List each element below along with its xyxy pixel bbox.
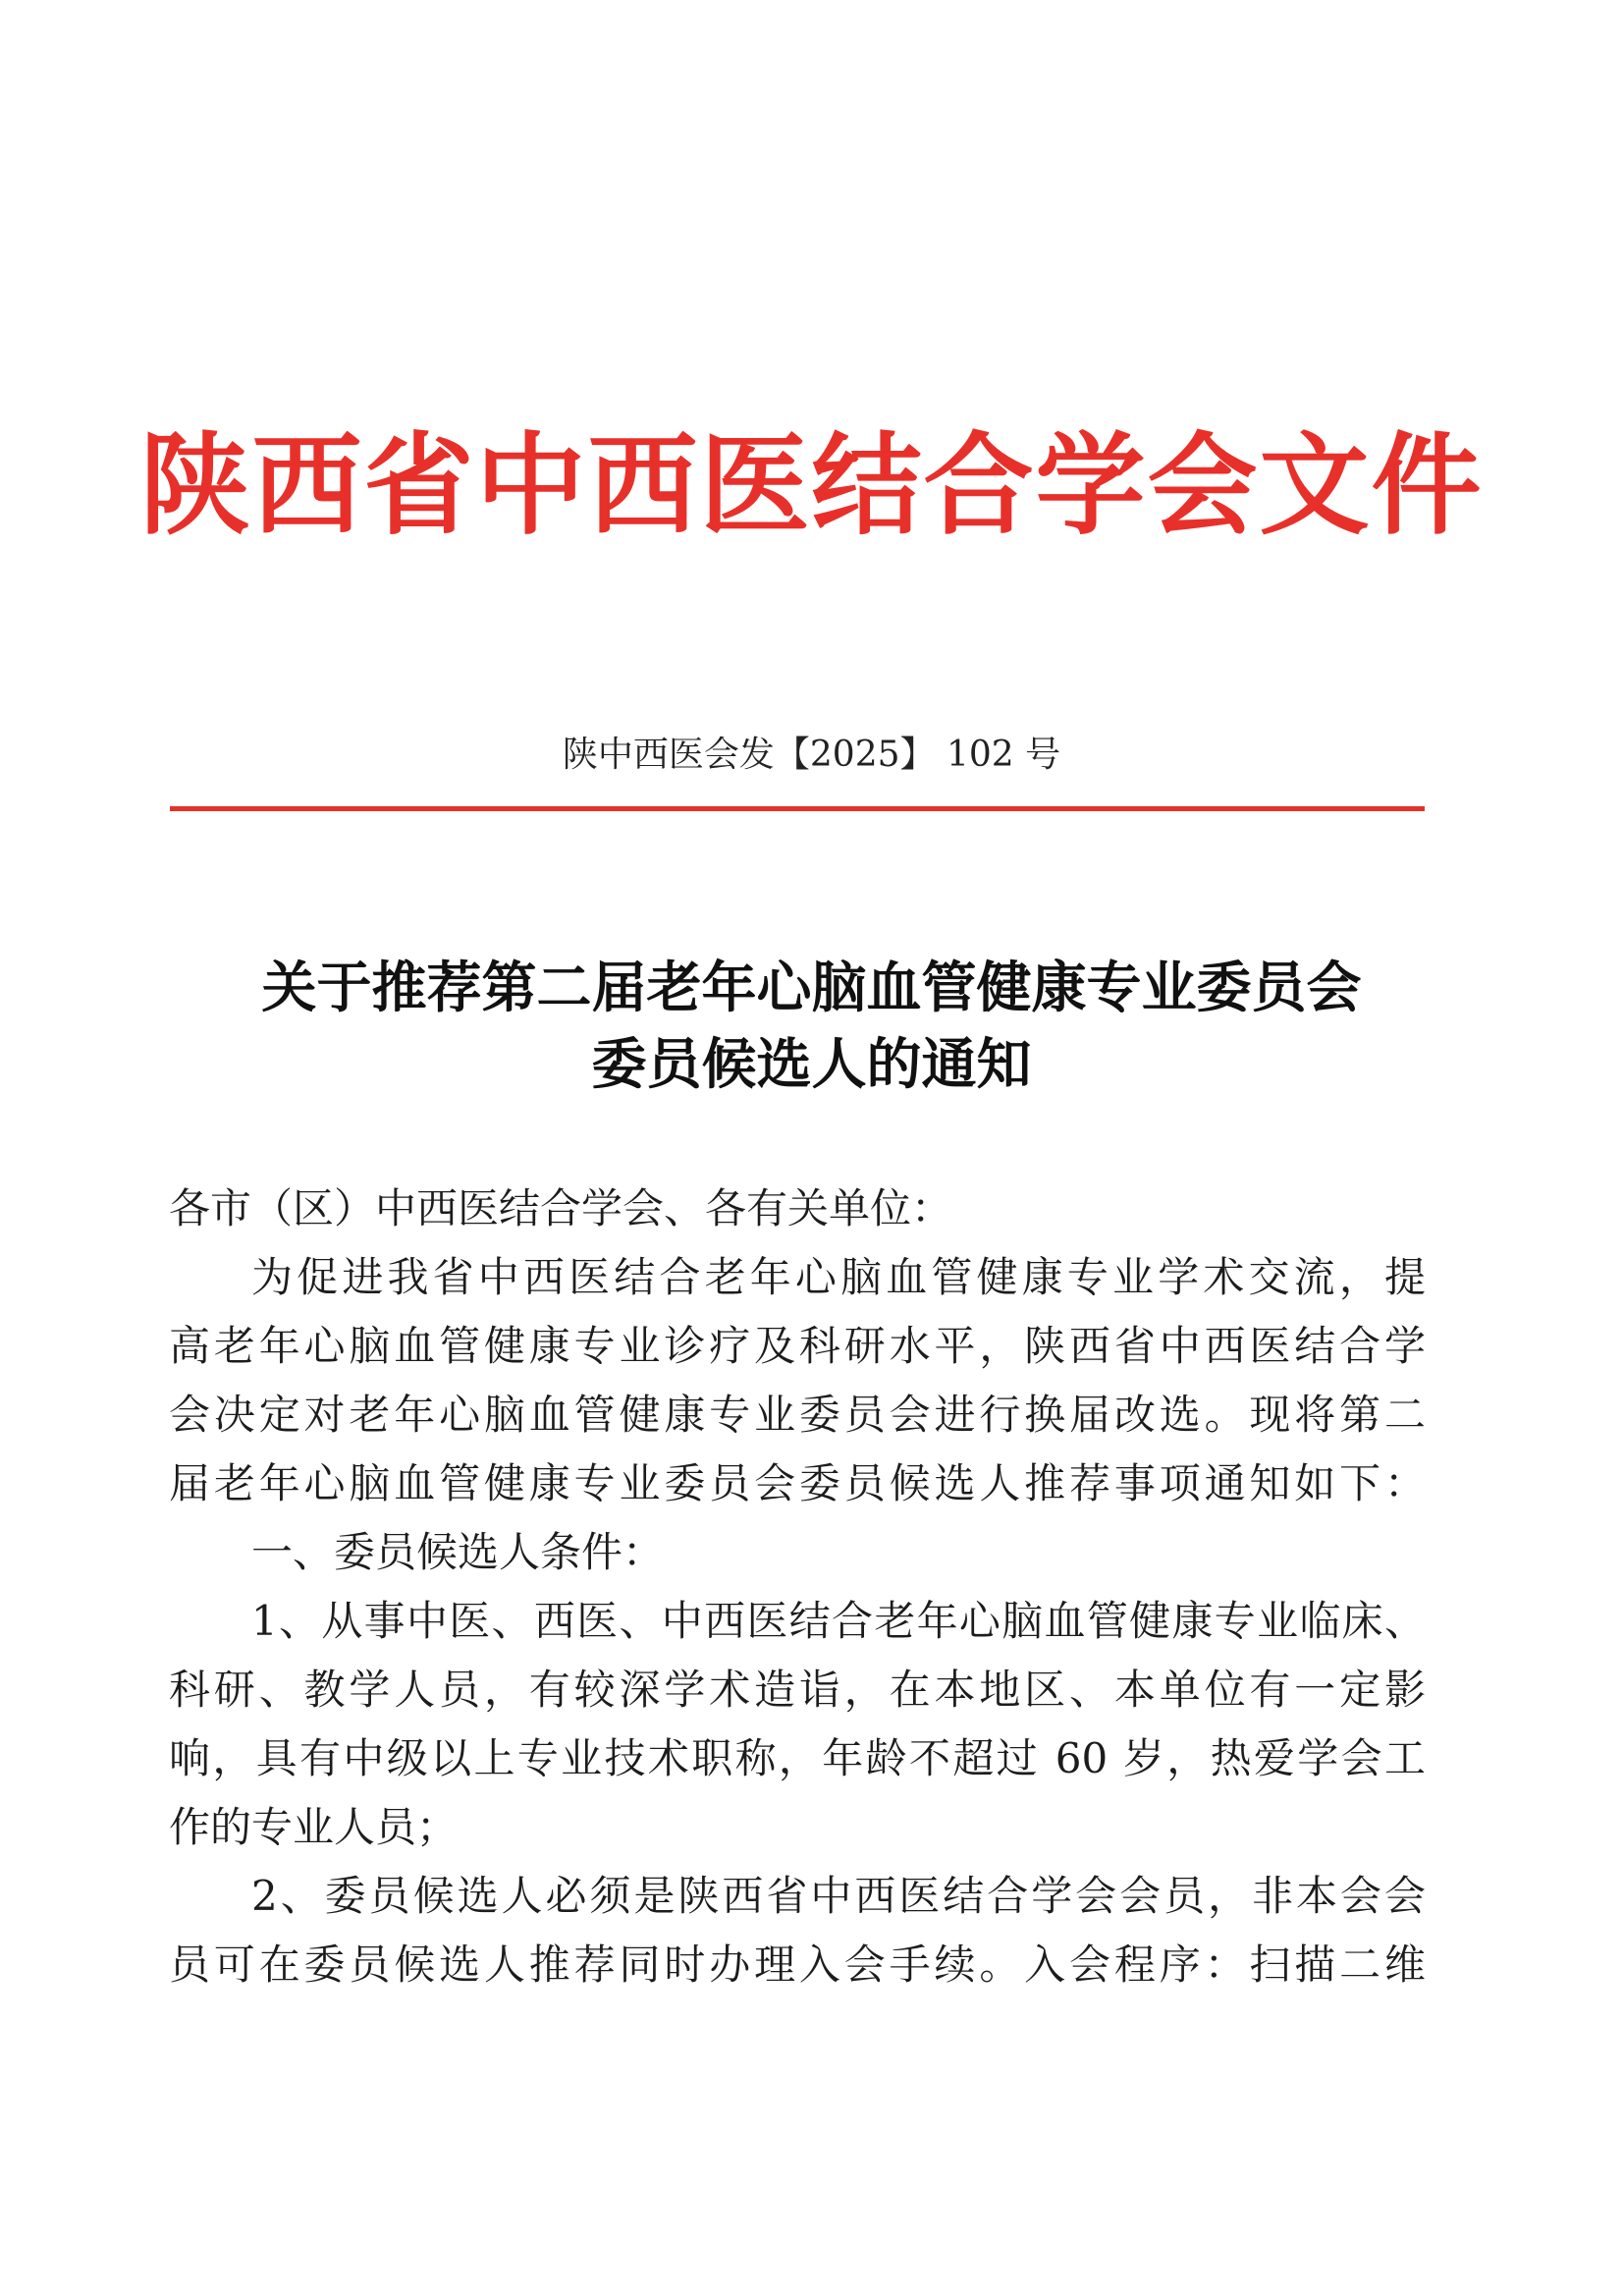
paragraph-1-line: 届老年心脑血管健康专业委员会委员候选人推荐事项通知如下： — [169, 1459, 1426, 1507]
item-2-line: 2、委员候选人必须是陕西省中西医结合学会会员，非本会会 — [251, 1872, 1426, 1920]
salutation: 各市（区）中西医结合学会、各有关单位： — [169, 1184, 953, 1232]
org-file-title: 陕西省中西医结合学会文件 — [139, 421, 1484, 550]
paragraph-1-line: 会决定对老年心脑血管健康专业委员会进行换届改选。现将第二 — [169, 1391, 1426, 1439]
paragraph-1-line: 高老年心脑血管健康专业诊疗及科研水平，陕西省中西医结合学 — [169, 1322, 1426, 1370]
paragraph-1-line: 为促进我省中西医结合老年心脑血管健康专业学术交流，提 — [251, 1253, 1426, 1301]
section-1-heading: 一、委员候选人条件： — [251, 1528, 665, 1576]
document-number: 陕中西医会发【2025】 102 号 — [562, 735, 1061, 775]
notice-body — [169, 1175, 1426, 1999]
notice-title-line-1: 关于推荐第二届老年心脑血管健康专业委员会 — [261, 956, 1362, 1020]
red-divider-line — [170, 806, 1425, 811]
item-1-line: 作的专业人员； — [169, 1803, 459, 1851]
item-1-line: 1、从事中医、西医、中西医结合老年心脑血管健康专业临床、 — [251, 1597, 1426, 1645]
item-2-line: 员可在委员候选人推荐同时办理入会手续。入会程序：扫描二维 — [169, 1941, 1426, 1989]
notice-title-line-2: 委员候选人的通知 — [591, 1032, 1032, 1097]
item-1-line: 响，具有中级以上专业技术职称，年龄不超过 60 岁，热爱学会工 — [169, 1734, 1426, 1782]
notice-title — [0, 950, 1623, 1103]
item-1-line: 科研、教学人员，有较深学术造诣，在本地区、本单位有一定影 — [169, 1666, 1426, 1714]
